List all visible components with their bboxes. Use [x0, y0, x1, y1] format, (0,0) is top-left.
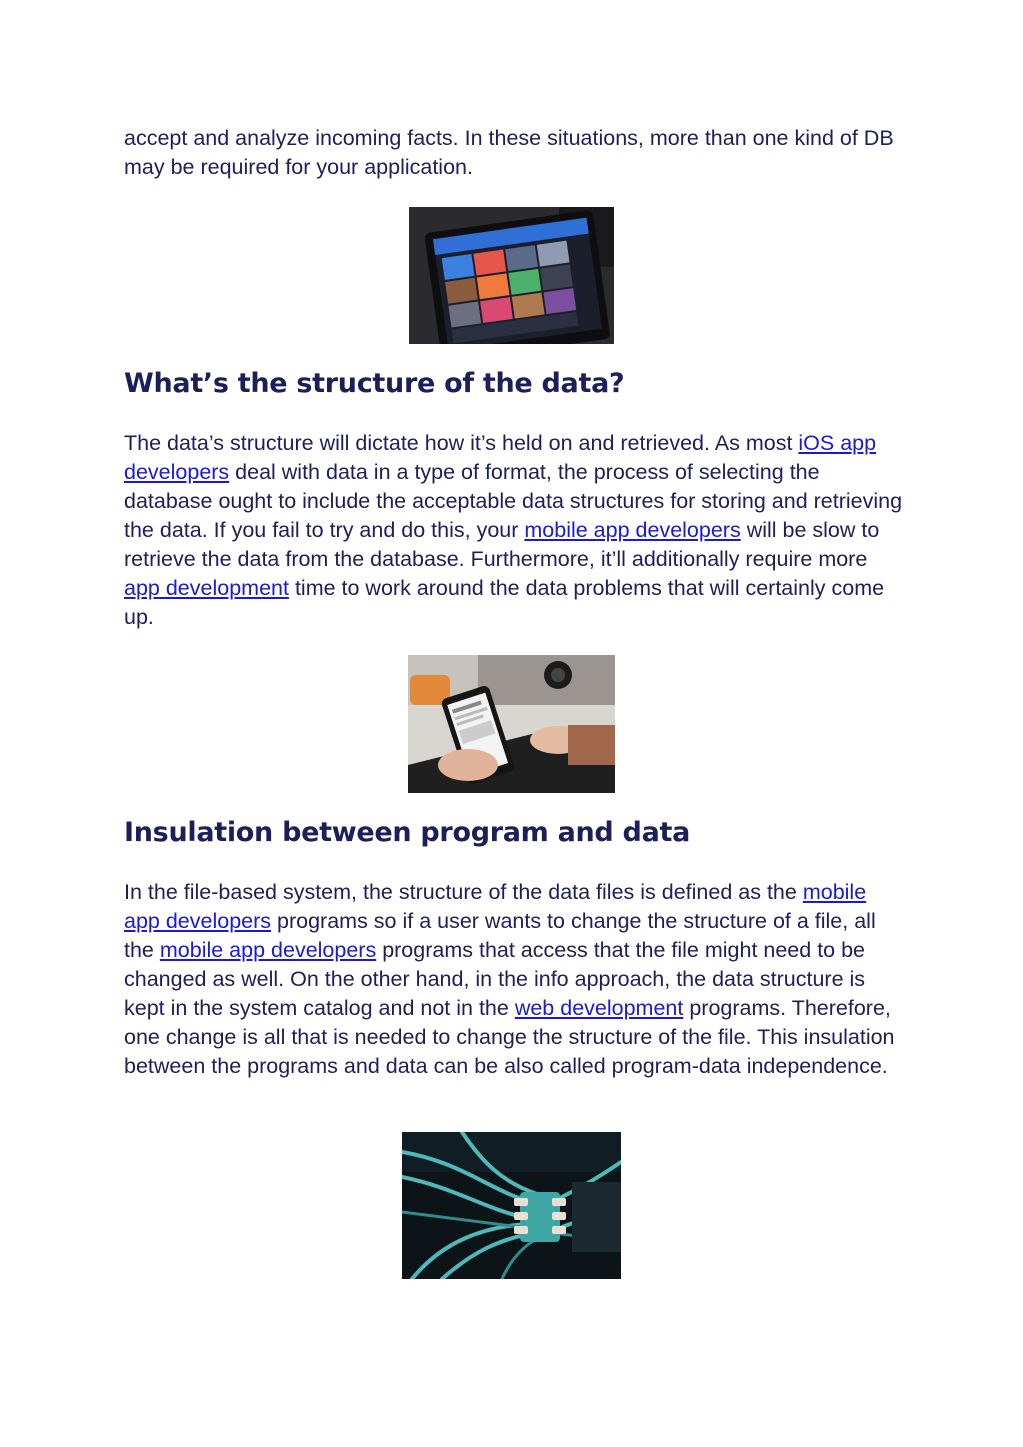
section1-text-1: The data’s structure will dictate how it’s held on and retrieved. As most [124, 431, 799, 455]
section2-text-4: programs. Therefore, one change is all that is needed to change the structure of the file. This insulation between the programs and data can be also called program-data independence. [124, 996, 895, 1078]
section1-paragraph [124, 429, 904, 632]
ios-app-developers-link[interactable]: iOS app developers [124, 431, 877, 484]
section2-text-1: In the file-based system, the structure of the data files is defined as the [124, 880, 803, 904]
section2-heading: Insulation between program and data [124, 817, 691, 848]
web-development-link[interactable]: web development [514, 996, 684, 1020]
tablet-photo [409, 207, 614, 344]
section2-paragraph [124, 878, 904, 1081]
smartphone-photo [408, 655, 615, 793]
section2-text-3: programs that access that the file might need to be changed as well. On the other hand, in the info approach, the data structure is kept in the system catalog and not in the [124, 938, 866, 1020]
app-development-link[interactable]: app development [124, 576, 289, 600]
section2-text-2: programs so if a user wants to change the structure of a file, all the [124, 909, 876, 962]
section1-text-2: deal with data in a type of format, the process of selecting the database ought to include the acceptable data structures for storing and retrieving the data. If you fail to try and do this, your [124, 460, 903, 542]
intro-paragraph: accept and analyze incoming facts. In these situations, more than one kind of DB may be required for your application. [124, 126, 894, 179]
section1-text-4: time to work around the data problems that will certainly come up. [124, 576, 885, 629]
section1-text-3: will be slow to retrieve the data from the database. Furthermore, it’ll additionally require more [124, 518, 880, 571]
mobile-app-developers-link[interactable]: mobile app developers [524, 518, 741, 542]
section1-heading: What’s the structure of the data? [124, 368, 625, 399]
mobile-app-developers-link-3[interactable]: mobile app developers [159, 938, 377, 962]
mobile-app-developers-link-2[interactable]: mobile app developers [124, 880, 867, 933]
fiber-cables-photo [402, 1132, 621, 1279]
